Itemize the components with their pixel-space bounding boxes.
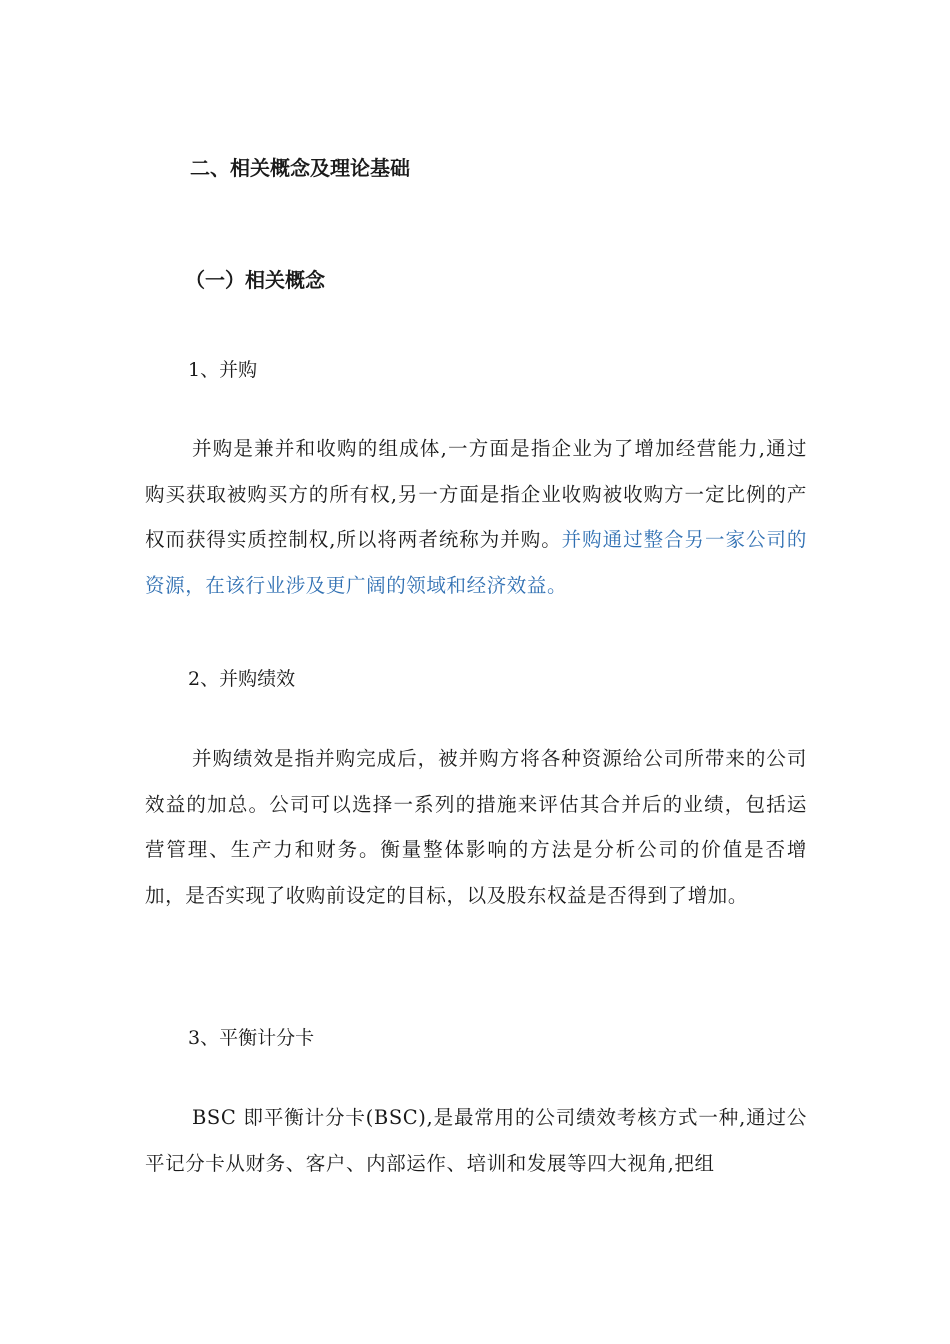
paragraph-bsc	[145, 1095, 807, 1186]
paragraph-merger-highlight: 并购通过整合另一家公司的资源，在该行业涉及更广阔的领域和经济效益。	[145, 528, 807, 597]
item-heading-bsc: 3、平衡计分卡	[188, 1027, 315, 1049]
paragraph-merger-text: 并购是兼并和收购的组成体,一方面是指企业为了增加经营能力,通过购买获取被购买方的所有权,另一方面是指企业收购被收购方一定比例的产权而获得实质控制权,所以将两者统称为并购。	[145, 437, 807, 551]
item-heading-merger: 1、并购	[188, 359, 258, 381]
section-title: 二、相关概念及理论基础	[190, 156, 410, 180]
paragraph-merger	[145, 426, 807, 608]
paragraph-merger-performance-text: 并购绩效是指并购完成后，被并购方将各种资源给公司所带来的公司效益的加总。公司可以选择一系列的措施来评估其合并后的业绩，包括运营管理、生产力和财务。衡量整体影响的方法是分析公司的价值是否增加，是否实现了收购前设定的目标，以及股东权益是否得到了增加。	[145, 747, 807, 907]
paragraph-merger-performance	[145, 736, 807, 918]
paragraph-bsc-text: BSC 即平衡计分卡(BSC),是最常用的公司绩效考核方式一种,通过公平记分卡从财务、客户、内部运作、培训和发展等四大视角,把组	[145, 1106, 807, 1175]
item-heading-merger-performance: 2、并购绩效	[188, 668, 296, 690]
subsection-title: （一）相关概念	[185, 268, 325, 292]
